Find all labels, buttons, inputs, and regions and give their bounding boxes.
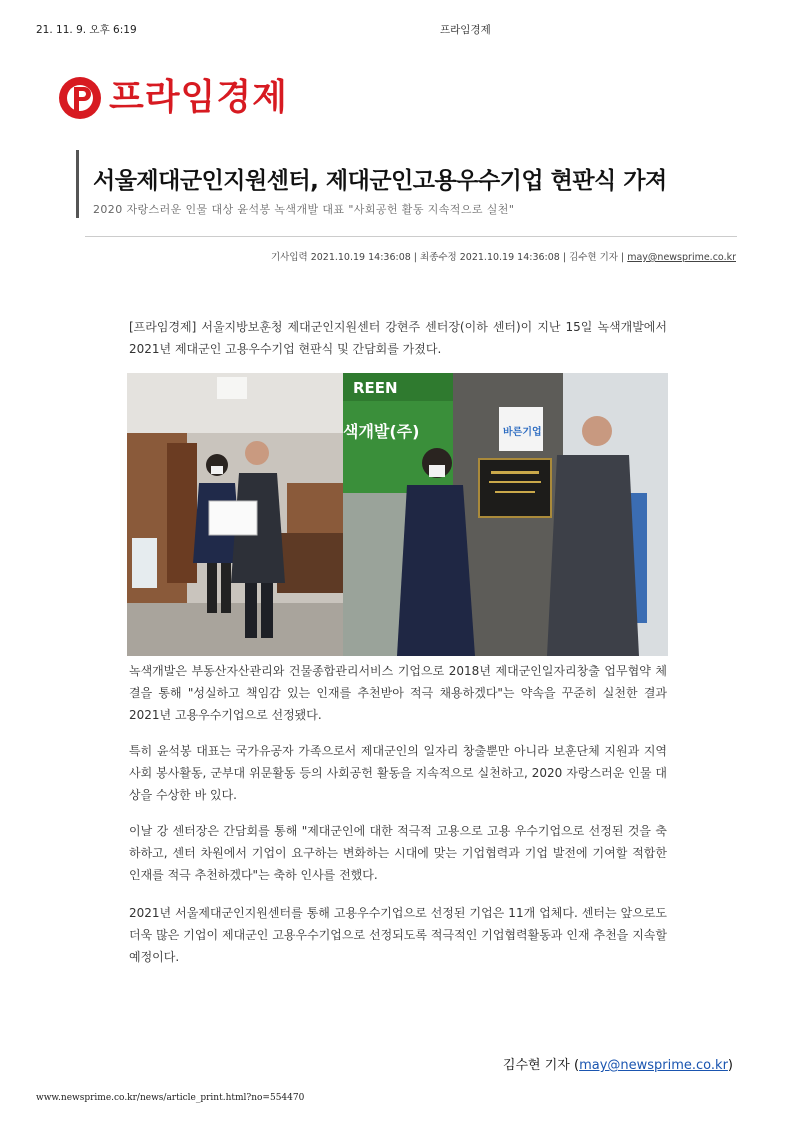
byline-name: 김수현 기자 ( — [502, 1058, 580, 1073]
headline-accent-bar — [76, 150, 79, 218]
prime-p-logo-icon — [57, 75, 103, 121]
reporter-email-link[interactable]: may@newsprime.co.kr — [627, 252, 736, 263]
article-paragraph-3: 특히 윤석봉 대표는 국가유공자 가족으로서 제대군인의 일자리 창출뿐만 아니라 보훈단체 지원과 지역사회 봉사활동, 군부대 위문활동 등의 사회공헌 활동을 지속적으로 실천하고, 2020 자랑스러운 인물 대상을 수상한 바 있다. — [129, 744, 667, 802]
article-paragraph-4: 이날 강 센터장은 간담회를 통해 "제대군인에 대한 적극적 고용으로 고용 우수기업으로 선정된 것을 축하하고, 센터 차원에서 기업이 요구하는 변화하는 시대에 맞는 기업협력과 기업 발전에 기여할 적합한 인재를 적극 추천하겠다"는 축하 인사를 전했다. — [129, 824, 667, 882]
article-paragraph-2: 녹색개발은 부동산자산관리와 건물종합관리서비스 기업으로 2018년 제대군인일자리창출 업무협약 체결을 통해 "성실하고 책임감 있는 인재를 추천받아 적극 채용하겠다"는 약속을 꾸준히 실천한 결과 2021년 고용우수기업으로 선정됐다. — [129, 664, 667, 722]
article-byline — [503, 1054, 733, 1073]
article-photo — [127, 373, 668, 656]
logo-text: 프라임경제 — [109, 77, 288, 118]
article-headline: 서울제대군인지원센터, 제대군인고용우수기업 현판식 가져 — [93, 168, 667, 194]
article-subheadline: 2020 자랑스러운 인물 대상 윤석봉 녹색개발 대표 "사회공헌 활동 지속적으로 실천" — [93, 203, 515, 216]
site-logo[interactable] — [57, 76, 288, 120]
photo-sign-text-1: REEN — [353, 379, 398, 397]
header-divider — [85, 236, 737, 237]
photo-plaque-top-text: 바른기업 — [503, 427, 542, 438]
article-meta-text: 기사입력 2021.10.19 14:36:08 | 최종수정 2021.10.19 14:36:08 | 김수현 기자 | — [270, 252, 628, 263]
article-paragraph-5: 2021년 서울제대군인지원센터를 통해 고용우수기업으로 선정된 기업은 11개 업체다. 센터는 앞으로도 더욱 많은 기업이 제대군인 고용우수기업으로 선정되도록 적극적인 기업협력활동과 인재 추천을 지속할 예정이다. — [129, 906, 667, 964]
article-meta — [271, 249, 736, 263]
article-paragraph-1: [프라임경제] 서울지방보훈청 제대군인지원센터 강현주 센터장(이하 센터)이 지난 15일 녹색개발에서 2021년 제대군인 고용우수기업 현판식 및 간담회를 가졌다. — [129, 320, 667, 356]
photo-sign-text-2: 색개발(주) — [343, 422, 420, 441]
print-datetime: 21. 11. 9. 오후 6:19 — [36, 24, 137, 36]
print-site-title: 프라임경제 — [440, 24, 491, 36]
byline-email-link[interactable]: may@newsprime.co.kr — [579, 1058, 728, 1073]
article-photo-illustration — [127, 373, 668, 656]
byline-close: ) — [727, 1058, 733, 1073]
print-footer-url: www.newsprime.co.kr/news/article_print.html?no=554470 — [36, 1093, 305, 1103]
